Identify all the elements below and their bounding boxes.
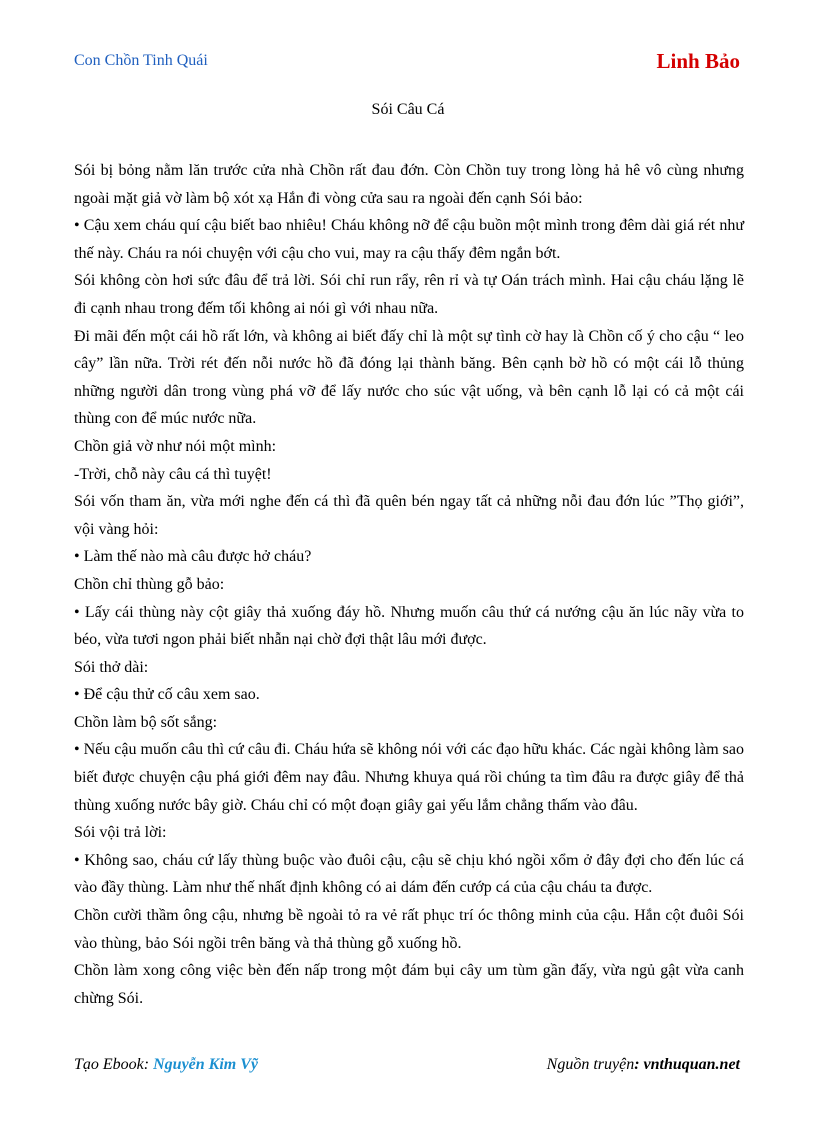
source-label: Nguồn truyện (546, 1056, 635, 1073)
source-site[interactable]: vnthuquan.net (643, 1056, 740, 1073)
paragraph: -Trời, chỗ này câu cá thì tuyệt! (74, 465, 272, 483)
paragraph: • Không sao, cháu cứ lấy thùng buộc vào đuôi cậu, cậu sẽ chịu khó ngồi xổm ở đây đợi cho đến lúc cá vào đầy thùng. Làm như thế nhất định không có ai dám đến cướp cá của cậu cháu ta được. (74, 851, 744, 897)
ebook-label: Tạo Ebook (74, 1056, 144, 1073)
paragraph: Chồn giả vờ như nói một mình: (74, 437, 277, 455)
paragraph: Sói vốn tham ăn, vừa mới nghe đến cá thì đã quên bén ngay tất cả những nỗi đau đớn lúc ”Thọ giới”, vội vàng hỏi: (74, 493, 744, 538)
source-credit (547, 1056, 740, 1074)
paragraph: Sói thở dài: (74, 658, 149, 676)
paragraph: Chồn chỉ thùng gỗ bảo: (74, 575, 225, 593)
paragraph: Sói vội trả lời: (74, 824, 167, 842)
paragraph: Chồn cười thầm ông cậu, nhưng bề ngoài tỏ ra vẻ rất phục trí óc thông minh của cậu. Hắn cột đuôi Sói vào thùng, bảo Sói ngồi trên băng và thả thùng gỗ xuống hồ. (74, 907, 744, 952)
paragraph: • Lấy cái thùng này cột giây thả xuống đáy hồ. Nhưng muốn câu thứ cá nướng cậu ăn lúc nãy vừa to béo, vừa tươi ngon phải biết nhẫn nại chờ đợi thật lâu mới được. (74, 603, 744, 649)
ebook-credit (74, 1056, 258, 1074)
chapter-title: Sói Câu Cá (371, 101, 445, 118)
paragraph: Chồn làm xong công việc bèn đến nấp trong một đám bụi cây um tùm gần đấy, vừa ngủ gật vừa canh chừng Sói. (74, 962, 744, 1007)
paragraph: Sói không còn hơi sức đâu để trả lời. Sói chỉ run rẩy, rên rỉ và tự Oán trách mình. Hai cậu cháu lặng lẽ đi cạnh nhau trong đếm tối không ai nói gì với nhau nữa. (74, 272, 744, 317)
paragraph: • Làm thế nào mà câu được hở cháu? (74, 548, 312, 566)
ebook-separator: : (143, 1056, 154, 1073)
paragraph: • Để cậu thử cố câu xem sao. (74, 686, 260, 704)
source-separator: : (634, 1056, 644, 1073)
paragraph: • Nếu cậu muốn câu thì cứ câu đi. Cháu hứa sẽ không nói với các đạo hữu khác. Các ngài không làm sao biết được chuyện cậu phá giới đêm nay đâu. Nhưng khuya quá rồi chúng ta tìm đâu ra được giây để thả thùng xuống nước bây giờ. Cháu chỉ có một đoạn giây gai yếu lắm chẳng thấm vào đâu. (74, 741, 744, 814)
book-title: Con Chồn Tinh Quái (74, 52, 208, 69)
paragraph: Đi mãi đến một cái hồ rất lớn, và không ai biết đấy chỉ là một sự tình cờ hay là Chồn cố ý cho cậu “ leo cây” lần nữa. Trời rét đến nỗi nước hồ đã đóng lại thành băng. Bên cạnh bờ hồ có một cái lỗ thủng những người dân trong vùng phá vỡ để lấy nước cho súc vật uống, và bên cạnh lỗ lại có cả một cái thùng con để múc nước nữa. (74, 327, 744, 428)
paragraph: • Cậu xem cháu quí cậu biết bao nhiêu! Cháu không nỡ để cậu buồn một mình trong đêm dài giá rét như thế này. Cháu ra nói chuyện với cậu cho vui, may ra cậu thấy đêm ngắn bớt. (74, 217, 744, 262)
author-name: Linh Bảo (656, 49, 740, 73)
paragraph: Sói bị bỏng nằm lăn trước cửa nhà Chồn rất đau đớn. Còn Chồn tuy trong lòng hả hê vô cùng nhưng ngoài mặt giả vờ làm bộ xót xạ Hắn đi vòng cửa sau ra ngoài đến cạnh Sói bảo: (74, 162, 744, 207)
story-body (74, 157, 744, 1012)
paragraph: Chồn làm bộ sốt sắng: (74, 713, 218, 731)
ebook-creator-name: Nguyễn Kim Vỹ (153, 1056, 258, 1073)
